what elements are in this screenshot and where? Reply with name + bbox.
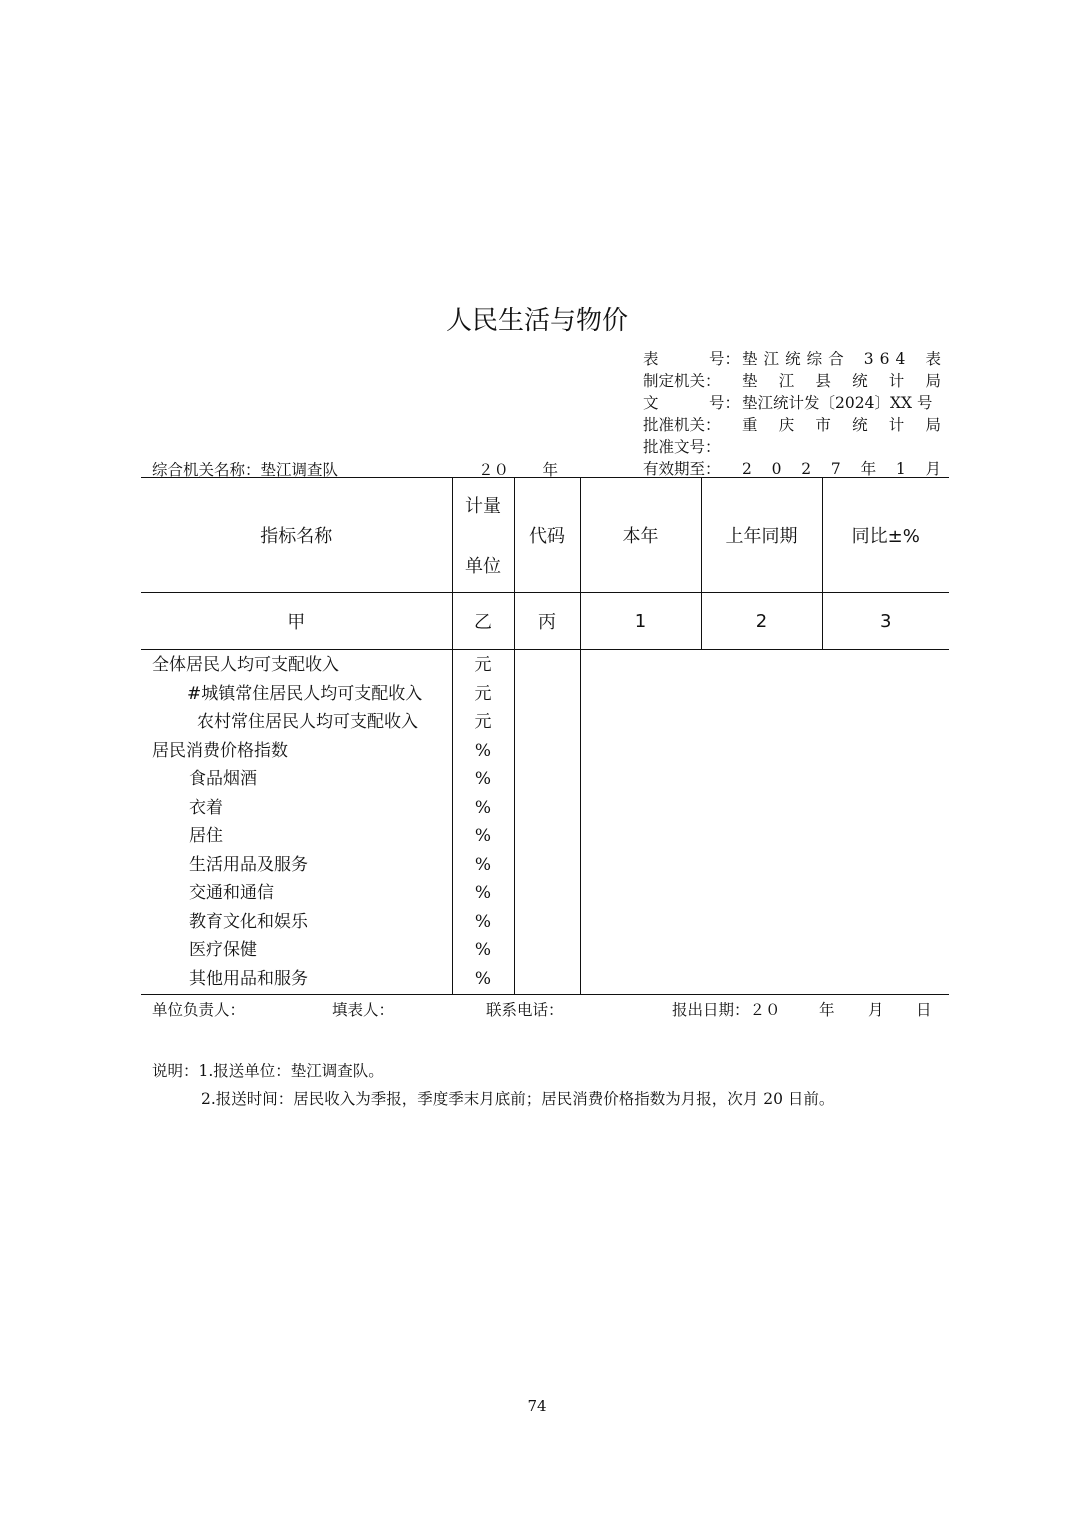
unit-cell: % [474, 911, 492, 932]
meta-value: 2 0 2 7 年 1 月 [742, 460, 941, 478]
meta-issuer [643, 370, 941, 392]
meta-label: 有效期至： [643, 460, 721, 478]
note-line-2: 2.报送时间：居民收入为季报，季度季末月底前；居民消费价格指数为月报，次月 20 日前。 [201, 1090, 835, 1108]
phone-label: 联系电话： [486, 1001, 564, 1019]
meta-doc-no [643, 392, 941, 414]
unit-cell: 元 [474, 655, 492, 675]
date-label: 报出日期：２０ [672, 1001, 781, 1019]
code-cell: 3 [822, 593, 949, 650]
table-row: 农村常住居民人均可支配收入 [197, 712, 418, 732]
table-row: 医疗保健 [189, 940, 257, 960]
unit-cell: 元 [474, 712, 492, 732]
filler-label: 填表人： [332, 1001, 395, 1019]
meta-approval-no [643, 436, 941, 458]
unit-cell: % [474, 968, 492, 989]
row-units-column [452, 650, 514, 995]
code-cell: 2 [701, 593, 822, 650]
header-code: 代码 [514, 478, 580, 593]
table-header-row [141, 478, 949, 593]
meta-value: 垫江统计发〔2024〕XX 号 [742, 394, 933, 412]
row-names-column [141, 650, 452, 995]
header-name: 指标名称 [141, 478, 452, 593]
unit-cell: % [474, 826, 492, 846]
meta-label: 批准机关： [643, 416, 721, 434]
meta-value: 垫 江 统 综 合 3 6 4 表 [742, 350, 941, 368]
meta-label: 批准文号： [643, 438, 721, 456]
meta-form-no [643, 348, 941, 370]
unit-cell: % [474, 940, 492, 960]
unit-cell: % [474, 769, 492, 789]
meta-value [740, 436, 941, 458]
row-this-year-column [580, 650, 701, 995]
table-row: 生活用品及服务 [189, 854, 308, 875]
unit-cell: % [474, 740, 492, 761]
table-row: 其他用品和服务 [189, 968, 308, 989]
meta-label: 文 号： [643, 394, 740, 412]
row-last-year-column [701, 650, 822, 995]
code-cell: 1 [580, 593, 701, 650]
meta-value: 垫 江 县 统 计 局 [742, 372, 941, 390]
form-metadata [643, 348, 941, 480]
unit-cell: 元 [474, 683, 492, 704]
signature-line [152, 998, 942, 1020]
code-cell: 甲 [141, 593, 452, 650]
table-row: 教育文化和娱乐 [189, 911, 308, 932]
note-line-1: 说明：1.报送单位：垫江调查队。 [152, 1062, 384, 1080]
table-row: 全体居民人均可支配收入 [152, 655, 339, 675]
table-body [141, 650, 949, 995]
table-row: 居民消费价格指数 [152, 740, 288, 761]
table-bottom-border [141, 995, 949, 996]
date-day: 日 [916, 1001, 932, 1019]
header-last-year: 上年同期 [701, 478, 822, 593]
head-label: 单位负责人： [152, 1001, 246, 1019]
table-code-row [141, 593, 949, 650]
meta-value: 重 庆 市 统 计 局 [742, 416, 941, 434]
date-month: 月 [868, 1001, 884, 1019]
table-row: #城镇常住居民人均可支配收入 [187, 683, 423, 704]
header-this-year: 本年 [580, 478, 701, 593]
unit-cell: % [474, 883, 492, 903]
code-cell: 丙 [514, 593, 580, 650]
table-row: 交通和通信 [189, 883, 274, 903]
meta-approver [643, 414, 941, 436]
unit-cell: % [474, 854, 492, 875]
notes [152, 1057, 834, 1113]
page-number: 74 [527, 1397, 547, 1415]
code-cell: 乙 [452, 593, 514, 650]
table-row: 食品烟酒 [189, 769, 257, 789]
indicator-table [141, 477, 949, 995]
row-yoy-column [822, 650, 949, 995]
table-row: 衣着 [189, 797, 223, 818]
meta-label: 制定机关： [643, 372, 721, 390]
page-title: 人民生活与物价 [445, 306, 628, 336]
report-year: ２０ 年 [478, 461, 558, 479]
table-row: 居住 [189, 826, 223, 846]
org-name: 综合机关名称：垫江调查队 [152, 461, 339, 479]
header-yoy: 同比±% [822, 478, 949, 593]
meta-label: 表 号： [643, 350, 740, 368]
header-unit: 计量 单位 [452, 478, 514, 593]
date-year: 年 [819, 1001, 835, 1019]
unit-cell: % [474, 797, 492, 818]
row-code-column [514, 650, 580, 995]
